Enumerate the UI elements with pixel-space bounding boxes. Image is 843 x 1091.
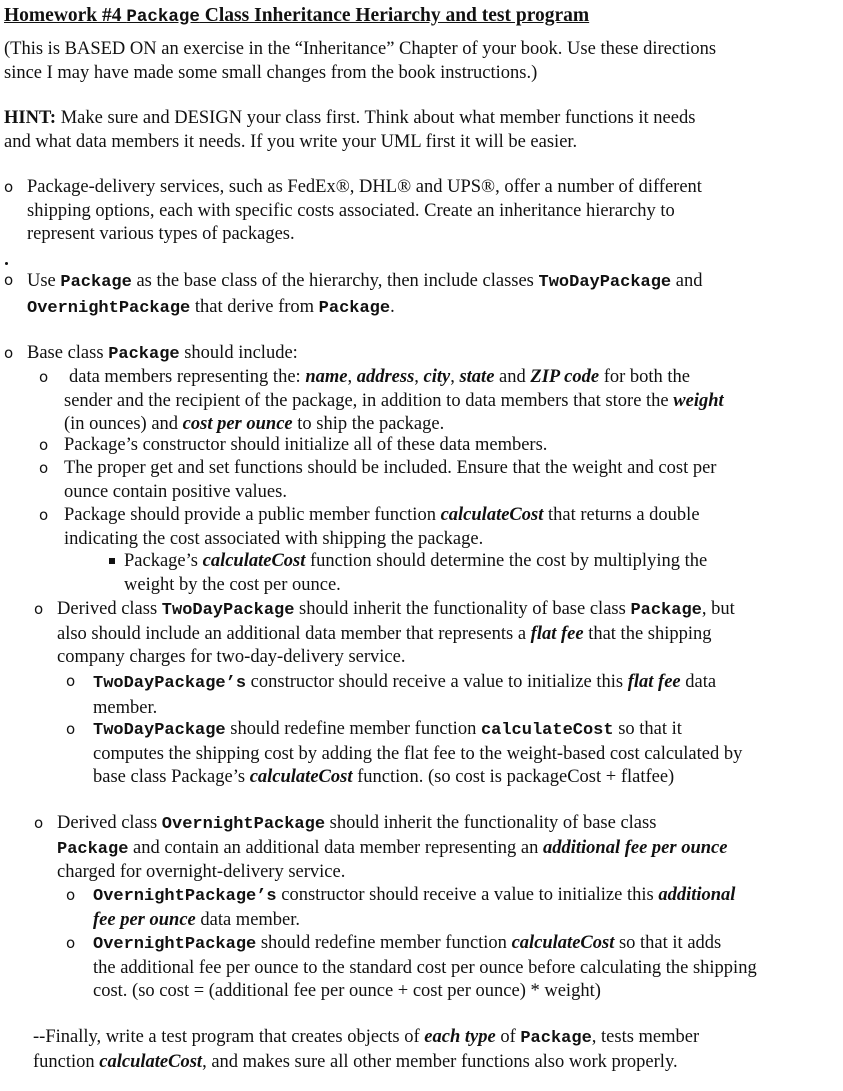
page-title: Homework #4 Package Class Inheritance Heriarchy and test program [4,5,590,27]
final-paragraph: --Finally, write a test program that creates objects of each type of Package, tests member function calculateCost, and makes sure all other member functions also work properly. [33,1027,700,1072]
intro-paragraph: (This is BASED ON an exercise in the “Inheritance” Chapter of your book. Use these directions since I may have made some small changes from the book instructions.) [4,39,717,83]
list-item: Base class Package should include: [27,343,298,364]
list-item: Derived class OvernightPackage should inherit the functionality of base class Package and contain an additional data member representing an additional fee per ounce charged for overnight-delivery service. [57,813,728,882]
list-item: Package-delivery services, such as FedEx®, DHL® and UPS®, offer a number of different shipping options, each with specific costs associated. Create an inheritance hierarchy to represent various types of packages. [27,177,702,244]
bullet-icon: o [66,720,76,738]
bullet-icon: o [66,886,76,904]
list-item: Package should provide a public member function calculateCost that returns a double indicating the cost associated with shipping the package. [64,505,700,549]
bullet-icon: o [4,344,14,362]
bullet-icon: o [4,178,14,196]
bullet-icon: o [39,459,49,477]
list-item: data members representing the: name, address, city, state and ZIP code for both the sender and the recipient of the package, in addition to data members that store the weight (in ounces) and cost per ounce to ship the package. [64,367,724,434]
list-item: Package’s constructor should initialize all of these data members. [64,435,548,455]
hint-label: HINT: [4,108,57,128]
list-item: The proper get and set functions should be included. Ensure that the weight and cost per ounce contain positive values. [64,458,717,502]
square-bullet-icon [109,558,115,564]
list-item: TwoDayPackage should redefine member function calculateCost so that it computes the shipping cost by adding the flat fee to the weight-based cost calculated by base class Package’s calculateCost function. (so cost is packageCost + flatfee) [93,719,743,787]
bullet-icon: o [4,271,14,289]
list-item: TwoDayPackage’s constructor should receive a value to initialize this flat fee data member. [93,672,717,718]
hint-paragraph: HINT: Make sure and DESIGN your class first. Think about what member functions it needs and what data members it needs. If you write your UML first it will be easier. [4,108,696,152]
bullet-icon: o [34,600,44,618]
bullet-icon: o [66,934,76,952]
list-item: OvernightPackage’s constructor should receive a value to initialize this additional fee per ounce data member. [93,885,736,930]
bullet-icon: o [39,368,49,386]
list-item: Package’s calculateCost function should determine the cost by multiplying the weight by the cost per ounce. [124,551,708,595]
bullet-icon: o [34,814,44,832]
list-item: Use Package as the base class of the hierarchy, then include classes TwoDayPackage and OvernightPackage that derive from Package. [27,271,703,318]
bullet-icon: o [66,672,76,690]
bullet-icon: o [39,436,49,454]
list-item: Derived class TwoDayPackage should inherit the functionality of base class Package, but also should include an additional data member that represents a flat fee that the shipping company charges for two-day-delivery service. [57,599,735,667]
bullet-icon: o [39,506,49,524]
stray-dot [5,262,8,265]
list-item: OvernightPackage should redefine member function calculateCost so that it adds the additional fee per ounce to the standard cost per ounce before calculating the shipping cost. (so cost = (additional fee per ounce + cost per ounce) * weight) [93,933,757,1001]
